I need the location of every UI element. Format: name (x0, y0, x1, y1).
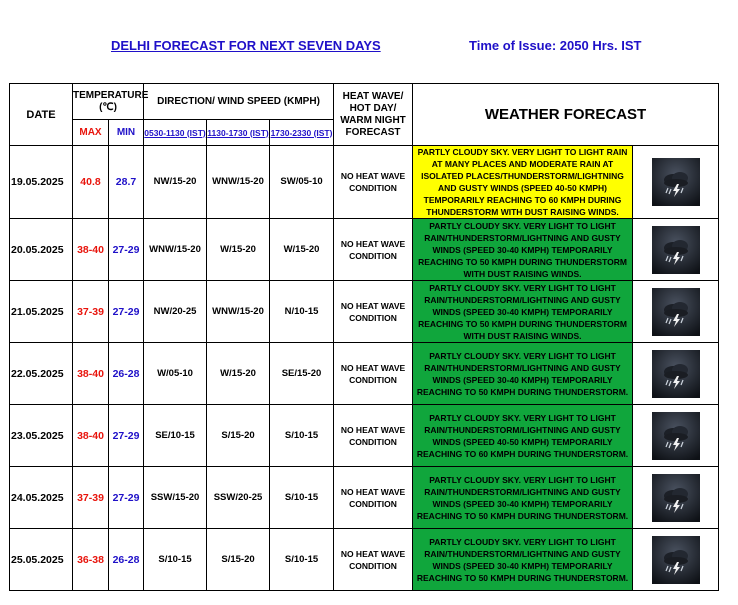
header-slot-3: 1730-2330 (IST) (270, 120, 334, 146)
row-max-temp: 36-38 (73, 529, 109, 591)
table-row (10, 467, 719, 529)
thunderstorm-icon (652, 474, 700, 522)
row-forecast: PARTLY CLOUDY SKY. VERY LIGHT TO LIGHT RAIN/THUNDERSTORM/LIGHTNING AND GUSTY WINDS (SPEED 30-40 KMPH) TEMPORARILY REACHING TO 50 KMPH DURING THUNDERSTORM. (413, 529, 633, 591)
row-wind-slot-2: S/15-20 (207, 529, 270, 591)
row-heatwave: NO HEAT WAVE CONDITION (334, 467, 413, 529)
row-wind-slot-2: SSW/20-25 (207, 467, 270, 529)
thunderstorm-icon (652, 288, 700, 336)
table-row (10, 146, 719, 219)
row-heatwave: NO HEAT WAVE CONDITION (334, 343, 413, 405)
row-max-temp: 38-40 (73, 405, 109, 467)
header-max: MAX (73, 120, 109, 146)
row-wind-slot-2: S/15-20 (207, 405, 270, 467)
row-max-temp: 38-40 (73, 343, 109, 405)
table-row (10, 219, 719, 281)
row-heatwave: NO HEAT WAVE CONDITION (334, 219, 413, 281)
row-max-temp: 40.8 (73, 146, 109, 219)
row-min-temp: 26-28 (109, 343, 144, 405)
row-min-temp: 27-29 (109, 219, 144, 281)
row-max-temp: 37-39 (73, 281, 109, 343)
page-title: DELHI FORECAST FOR NEXT SEVEN DAYS (111, 38, 381, 53)
row-wind-slot-1: SE/10-15 (144, 405, 207, 467)
thunderstorm-icon (652, 350, 700, 398)
row-heatwave: NO HEAT WAVE CONDITION (334, 281, 413, 343)
issue-time: Time of Issue: 2050 Hrs. IST (469, 38, 642, 53)
header-wind: DIRECTION/ WIND SPEED (KMPH) (144, 84, 334, 120)
header-heatwave: HEAT WAVE/ HOT DAY/ WARM NIGHT FORECAST (334, 84, 413, 146)
row-wind-slot-3: N/10-15 (270, 281, 334, 343)
row-wind-slot-1: SSW/15-20 (144, 467, 207, 529)
row-forecast: PARTLY CLOUDY SKY. VERY LIGHT TO LIGHT RAIN/THUNDERSTORM/LIGHTNING AND GUSTY WINDS (SPEED 40-50 KMPH) TEMPORARILY REACHING TO 60 KMPH DURING THUNDERSTORM. (413, 405, 633, 467)
row-icon-cell (633, 405, 719, 467)
row-wind-slot-2: WNW/15-20 (207, 281, 270, 343)
header-min: MIN (109, 120, 144, 146)
row-forecast: PARTLY CLOUDY SKY. VERY LIGHT TO LIGHT RAIN/THUNDERSTORM/LIGHTNING AND GUSTY WINDS (SPEED 30-40 KMPH) TEMPORARILY REACHING TO 50 KMPH DURING THUNDERSTORM WITH DUST RAISING WINDS. (413, 219, 633, 281)
row-wind-slot-3: SW/05-10 (270, 146, 334, 219)
header-date: DATE (10, 84, 73, 146)
row-min-temp: 27-29 (109, 405, 144, 467)
row-max-temp: 37-39 (73, 467, 109, 529)
row-wind-slot-1: NW/15-20 (144, 146, 207, 219)
forecast-table (9, 83, 719, 591)
table-row (10, 281, 719, 343)
row-wind-slot-2: W/15-20 (207, 219, 270, 281)
row-wind-slot-1: S/10-15 (144, 529, 207, 591)
row-icon-cell (633, 343, 719, 405)
table-row (10, 529, 719, 591)
row-wind-slot-1: NW/20-25 (144, 281, 207, 343)
row-min-temp: 27-29 (109, 281, 144, 343)
row-date: 22.05.2025 (10, 343, 73, 405)
row-date: 23.05.2025 (10, 405, 73, 467)
row-min-temp: 27-29 (109, 467, 144, 529)
row-wind-slot-2: W/15-20 (207, 343, 270, 405)
row-date: 20.05.2025 (10, 219, 73, 281)
header-slot-1: 0530-1130 (IST) (144, 120, 207, 146)
thunderstorm-icon (652, 412, 700, 460)
row-date: 24.05.2025 (10, 467, 73, 529)
row-forecast: PARTLY CLOUDY SKY. VERY LIGHT TO LIGHT RAIN AT MANY PLACES AND MODERATE RAIN AT ISOLATED PLACES/THUNDERSTORM/LIGHTNING AND GUSTY WINDS (SPEED 40-50 KMPH) TEMPORARILY REACHING TO 60 KMPH DURING THUNDERSTORM WITH DUST RAISING WINDS. (413, 146, 633, 219)
row-icon-cell (633, 467, 719, 529)
row-wind-slot-2: WNW/15-20 (207, 146, 270, 219)
row-wind-slot-1: W/05-10 (144, 343, 207, 405)
header-temperature: TEMPERATURE (℃) (73, 84, 144, 120)
thunderstorm-icon (652, 536, 700, 584)
row-forecast: PARTLY CLOUDY SKY. VERY LIGHT TO LIGHT RAIN/THUNDERSTORM/LIGHTNING AND GUSTY WINDS (SPEED 30-40 KMPH) TEMPORARILY REACHING TO 50 KMPH DURING THUNDERSTORM WITH DUST RAISING WINDS. (413, 281, 633, 343)
row-date: 25.05.2025 (10, 529, 73, 591)
row-date: 19.05.2025 (10, 146, 73, 219)
row-heatwave: NO HEAT WAVE CONDITION (334, 405, 413, 467)
row-wind-slot-3: S/10-15 (270, 405, 334, 467)
row-wind-slot-1: WNW/15-20 (144, 219, 207, 281)
row-max-temp: 38-40 (73, 219, 109, 281)
row-wind-slot-3: SE/15-20 (270, 343, 334, 405)
table-row (10, 405, 719, 467)
thunderstorm-icon (652, 226, 700, 274)
row-icon-cell (633, 146, 719, 219)
thunderstorm-icon (652, 158, 700, 206)
row-date: 21.05.2025 (10, 281, 73, 343)
header-slot-2: 1130-1730 (IST) (207, 120, 270, 146)
row-heatwave: NO HEAT WAVE CONDITION (334, 146, 413, 219)
row-wind-slot-3: W/15-20 (270, 219, 334, 281)
row-wind-slot-3: S/10-15 (270, 529, 334, 591)
row-min-temp: 26-28 (109, 529, 144, 591)
row-min-temp: 28.7 (109, 146, 144, 219)
row-forecast: PARTLY CLOUDY SKY. VERY LIGHT TO LIGHT RAIN/THUNDERSTORM/LIGHTNING AND GUSTY WINDS (SPEED 30-40 KMPH) TEMPORARILY REACHING TO 50 KMPH DURING THUNDERSTORM. (413, 343, 633, 405)
row-heatwave: NO HEAT WAVE CONDITION (334, 529, 413, 591)
row-icon-cell (633, 281, 719, 343)
table-row (10, 343, 719, 405)
row-wind-slot-3: S/10-15 (270, 467, 334, 529)
header-weather-forecast: WEATHER FORECAST (413, 84, 719, 146)
row-icon-cell (633, 529, 719, 591)
row-forecast: PARTLY CLOUDY SKY. VERY LIGHT TO LIGHT RAIN/THUNDERSTORM/LIGHTNING AND GUSTY WINDS (SPEED 30-40 KMPH) TEMPORARILY REACHING TO 50 KMPH DURING THUNDERSTORM. (413, 467, 633, 529)
row-icon-cell (633, 219, 719, 281)
